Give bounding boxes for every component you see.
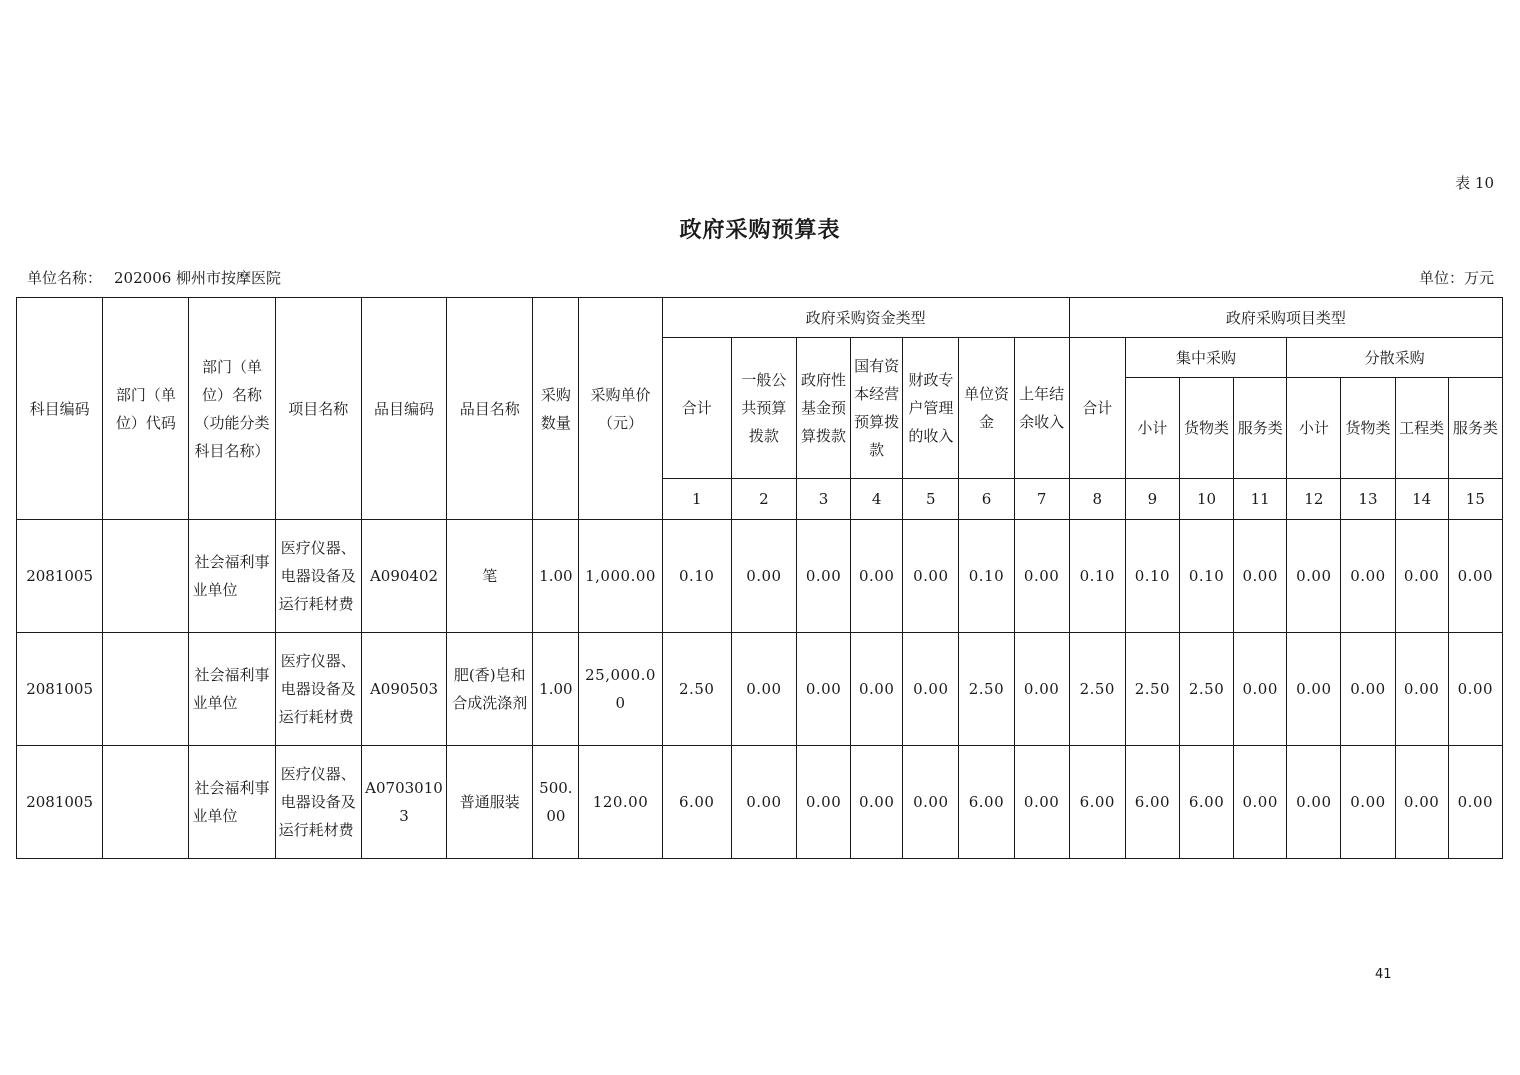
cell-amount-col-3: 0.00 xyxy=(796,520,850,633)
header-dispersed-goods: 货物类 xyxy=(1341,378,1395,479)
table-body xyxy=(17,520,1503,859)
header-dispersed-subtotal: 小计 xyxy=(1287,378,1341,479)
unit-name-label: 单位名称： xyxy=(27,269,103,287)
cell-amount-col-10: 6.00 xyxy=(1179,746,1233,859)
table-number: 表 10 xyxy=(1455,174,1494,192)
header-item-code: 品目编码 xyxy=(361,298,446,520)
cell-dept-code xyxy=(103,520,189,633)
col-number: 8 xyxy=(1069,479,1125,520)
cell-amount-col-9: 0.10 xyxy=(1125,520,1179,633)
cell-amount-col-2: 0.00 xyxy=(731,746,796,859)
cell-amount-col-4: 0.00 xyxy=(851,633,903,746)
cell-amount-col-3: 0.00 xyxy=(796,633,850,746)
cell-amount-col-15: 0.00 xyxy=(1448,746,1502,859)
col-number: 2 xyxy=(731,479,796,520)
col-number: 11 xyxy=(1234,479,1287,520)
cell-dept-name: 社会福利事业单位 xyxy=(189,746,275,859)
col-number: 14 xyxy=(1395,479,1448,520)
cell-item-name: 笔 xyxy=(447,520,533,633)
cell-amount-col-5: 0.00 xyxy=(903,633,959,746)
cell-amount-col-8: 2.50 xyxy=(1069,633,1125,746)
table-row xyxy=(17,633,1503,746)
cell-amount-col-5: 0.00 xyxy=(903,520,959,633)
cell-subject-code: 2081005 xyxy=(17,520,103,633)
cell-amount-col-4: 0.00 xyxy=(851,746,903,859)
unit-name-line xyxy=(27,267,281,288)
header-unit-funds: 单位资金 xyxy=(959,338,1014,479)
cell-quantity: 1.00 xyxy=(533,633,579,746)
header-item-name: 品目名称 xyxy=(447,298,533,520)
header-central-goods: 货物类 xyxy=(1179,378,1233,479)
cell-item-name: 普通服装 xyxy=(447,746,533,859)
cell-dept-code xyxy=(103,633,189,746)
header-gov-fund-budget: 政府性基金预算拨款 xyxy=(796,338,850,479)
cell-amount-col-13: 0.00 xyxy=(1341,746,1395,859)
header-fiscal-special: 财政专户管理的收入 xyxy=(903,338,959,479)
header-fund-total: 合计 xyxy=(662,338,731,479)
cell-unit-price: 120.00 xyxy=(579,746,662,859)
cell-amount-col-1: 0.10 xyxy=(662,520,731,633)
cell-amount-col-14: 0.00 xyxy=(1395,746,1448,859)
header-general-budget: 一般公共预算拨款 xyxy=(731,338,796,479)
cell-amount-col-10: 0.10 xyxy=(1179,520,1233,633)
header-state-capital-budget: 国有资本经营预算拨款 xyxy=(851,338,903,479)
cell-amount-col-6: 6.00 xyxy=(959,746,1014,859)
cell-amount-col-11: 0.00 xyxy=(1234,746,1287,859)
col-number: 12 xyxy=(1287,479,1341,520)
cell-amount-col-11: 0.00 xyxy=(1234,633,1287,746)
cell-amount-col-13: 0.00 xyxy=(1341,633,1395,746)
cell-dept-name: 社会福利事业单位 xyxy=(189,520,275,633)
col-number: 7 xyxy=(1014,479,1069,520)
cell-amount-col-7: 0.00 xyxy=(1014,520,1069,633)
cell-subject-code: 2081005 xyxy=(17,746,103,859)
cell-amount-col-14: 0.00 xyxy=(1395,633,1448,746)
cell-amount-col-6: 0.10 xyxy=(959,520,1014,633)
header-carryover: 上年结余收入 xyxy=(1014,338,1069,479)
table-row xyxy=(17,520,1503,633)
header-project-type-group: 政府采购项目类型 xyxy=(1069,298,1502,338)
cell-amount-col-10: 2.50 xyxy=(1179,633,1233,746)
cell-amount-col-14: 0.00 xyxy=(1395,520,1448,633)
cell-amount-col-12: 0.00 xyxy=(1287,520,1341,633)
cell-amount-col-6: 2.50 xyxy=(959,633,1014,746)
col-number: 3 xyxy=(796,479,850,520)
cell-amount-col-2: 0.00 xyxy=(731,520,796,633)
cell-quantity: 500.00 xyxy=(533,746,579,859)
cell-amount-col-7: 0.00 xyxy=(1014,746,1069,859)
cell-project-name: 医疗仪器、电器设备及运行耗材费 xyxy=(275,520,361,633)
procurement-budget-table xyxy=(16,297,1503,859)
cell-amount-col-12: 0.00 xyxy=(1287,746,1341,859)
cell-item-code: A090402 xyxy=(361,520,446,633)
page-title: 政府采购预算表 xyxy=(679,217,841,243)
col-number: 13 xyxy=(1341,479,1395,520)
cell-item-code: A07030103 xyxy=(361,746,446,859)
header-dispersed-group: 分散采购 xyxy=(1287,338,1503,378)
cell-item-code: A090503 xyxy=(361,633,446,746)
header-dept-code: 部门（单位）代码 xyxy=(103,298,189,520)
cell-amount-col-12: 0.00 xyxy=(1287,633,1341,746)
cell-dept-code xyxy=(103,746,189,859)
header-fund-type-group: 政府采购资金类型 xyxy=(662,298,1069,338)
header-dispersed-service: 服务类 xyxy=(1448,378,1502,479)
cell-amount-col-5: 0.00 xyxy=(903,746,959,859)
col-number: 9 xyxy=(1125,479,1179,520)
cell-unit-price: 1,000.00 xyxy=(579,520,662,633)
col-number: 6 xyxy=(959,479,1014,520)
cell-dept-name: 社会福利事业单位 xyxy=(189,633,275,746)
col-number: 4 xyxy=(851,479,903,520)
table-row xyxy=(17,746,1503,859)
cell-amount-col-2: 0.00 xyxy=(731,633,796,746)
cell-unit-price: 25,000.00 xyxy=(579,633,662,746)
cell-project-name: 医疗仪器、电器设备及运行耗材费 xyxy=(275,746,361,859)
cell-amount-col-15: 0.00 xyxy=(1448,633,1502,746)
cell-project-name: 医疗仪器、电器设备及运行耗材费 xyxy=(275,633,361,746)
header-central-group: 集中采购 xyxy=(1125,338,1286,378)
cell-amount-col-11: 0.00 xyxy=(1234,520,1287,633)
cell-subject-code: 2081005 xyxy=(17,633,103,746)
cell-quantity: 1.00 xyxy=(533,520,579,633)
cell-amount-col-3: 0.00 xyxy=(796,746,850,859)
header-quantity: 采购数量 xyxy=(533,298,579,520)
col-number: 1 xyxy=(662,479,731,520)
header-unit-price: 采购单价（元） xyxy=(579,298,662,520)
header-project-total: 合计 xyxy=(1069,338,1125,479)
col-number: 5 xyxy=(903,479,959,520)
cell-amount-col-9: 2.50 xyxy=(1125,633,1179,746)
cell-amount-col-1: 2.50 xyxy=(662,633,731,746)
cell-amount-col-8: 6.00 xyxy=(1069,746,1125,859)
col-number: 10 xyxy=(1179,479,1233,520)
cell-item-name: 肥(香)皂和合成洗涤剂 xyxy=(447,633,533,746)
cell-amount-col-8: 0.10 xyxy=(1069,520,1125,633)
header-central-subtotal: 小计 xyxy=(1125,378,1179,479)
col-number: 15 xyxy=(1448,479,1502,520)
cell-amount-col-9: 6.00 xyxy=(1125,746,1179,859)
cell-amount-col-15: 0.00 xyxy=(1448,520,1502,633)
page-number: 41 xyxy=(1375,967,1392,982)
cell-amount-col-13: 0.00 xyxy=(1341,520,1395,633)
header-project-name: 项目名称 xyxy=(275,298,361,520)
cell-amount-col-7: 0.00 xyxy=(1014,633,1069,746)
header-dispersed-engineering: 工程类 xyxy=(1395,378,1448,479)
header-dept-name: 部门（单位）名称（功能分类科目名称） xyxy=(189,298,275,520)
header-central-service: 服务类 xyxy=(1234,378,1287,479)
unit-name-value: 202006 柳州市按摩医院 xyxy=(114,269,282,287)
cell-amount-col-1: 6.00 xyxy=(662,746,731,859)
money-unit: 单位：万元 xyxy=(1418,269,1494,287)
header-subject-code: 科目编码 xyxy=(17,298,103,520)
cell-amount-col-4: 0.00 xyxy=(851,520,903,633)
